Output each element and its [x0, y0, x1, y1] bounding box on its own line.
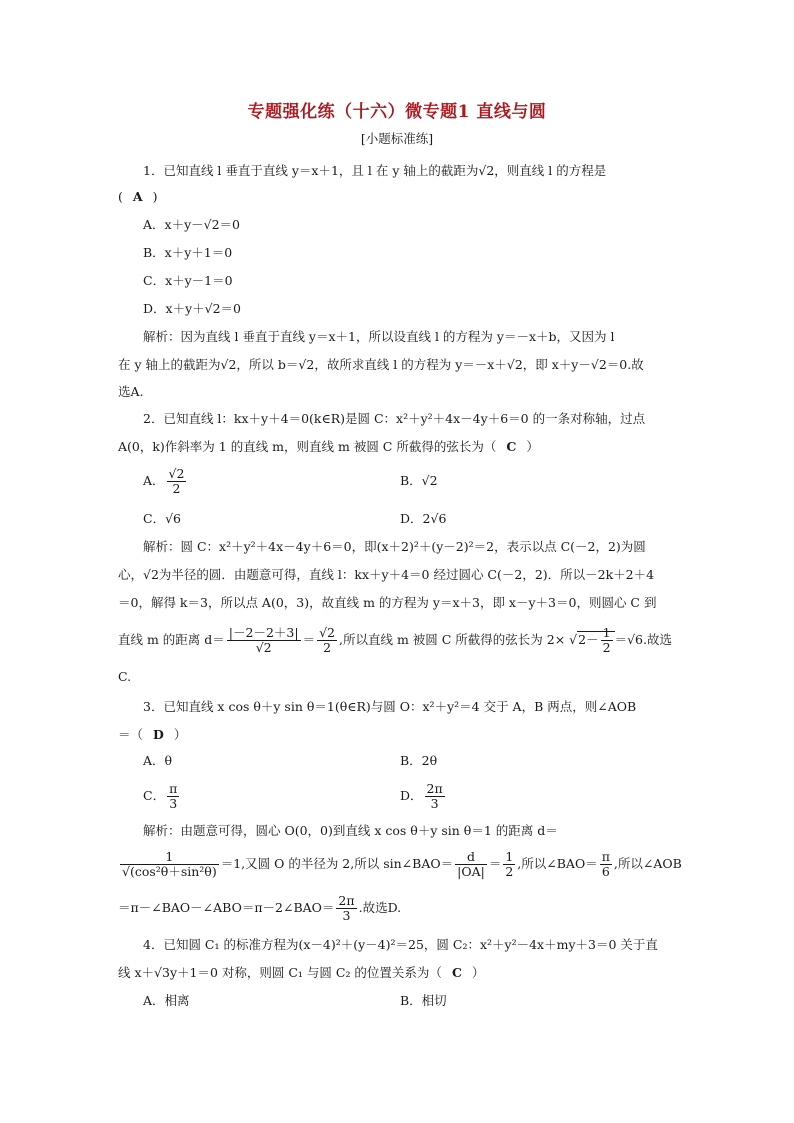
fraction-numerator: 2π — [338, 893, 355, 908]
q2-answer: C — [506, 439, 517, 454]
q2-sol4-text-d: ＝√6.故选 — [614, 632, 672, 647]
q3-sol2-fraction-angle — [600, 850, 612, 879]
q3-sol2-fraction-half — [503, 850, 515, 879]
q1-option-d: D．x＋y＋√2＝0 — [143, 301, 242, 316]
q3-option-d — [400, 780, 447, 812]
q2-sol4-fraction-distance — [227, 626, 301, 655]
fraction-numerator: |－2－2＋3| — [228, 625, 299, 640]
q2-option-d: D．2√6 — [400, 511, 447, 526]
q1-solution-line-2: 在 y 轴上的截距为√2，所以 b＝√2，故所求直线 l 的方程为 y＝－x＋√2，即 x＋y－√2＝0.故 — [118, 357, 644, 372]
q3-sol3-text-b: .故选D. — [358, 900, 402, 915]
q4-option-a-text: A．相离 — [143, 993, 190, 1008]
q2-stem-text: A(0，k)作斜率为 1 的直线 m，则直线 m 被圆 C 所截得的弦长为（ — [118, 439, 497, 454]
q2-option-a-fraction — [167, 467, 187, 496]
fraction-numerator: √2 — [168, 466, 185, 481]
q1-answer-line: ( A ) — [118, 189, 158, 204]
radical-text: 2－ — [578, 632, 599, 647]
q4-stem-line-1: 4．已知圆 C₁ 的标准方程为(x－4)²＋(y－4)²＝25，圆 C₂：x²＋y²－4x＋my＋3＝0 关于直 — [143, 937, 658, 952]
q3-stem-line-2: ＝（ D ） — [118, 727, 187, 742]
q4-option-a — [143, 990, 684, 1012]
fraction-numerator: 2π — [426, 781, 443, 796]
q2-sol4-radical — [577, 625, 614, 655]
document-subtitle: [小题标准练] — [360, 131, 434, 146]
q3-solution-line-2 — [118, 846, 684, 882]
q1-option-c: C．x＋y－1＝0 — [143, 273, 233, 288]
fraction-numerator: π — [601, 849, 610, 864]
q3-solution-line-3 — [118, 892, 684, 924]
fraction-numerator: 1 — [165, 849, 174, 864]
fraction-denominator: 2 — [602, 640, 611, 655]
q3-sol2-text-a: ＝1,又圆 O 的半径为 2,所以 sin∠BAO＝ — [220, 856, 454, 871]
q2-option-c-text: C．√6 — [143, 511, 181, 526]
q4-stem-text: 线 x＋√3y＋1＝0 对称，则圆 C₁ 与圆 C₂ 的位置关系为（ — [118, 965, 442, 980]
q3-option-d-label: D． — [400, 788, 423, 803]
q2-solution-line-4: 直线 m 的距离 d＝ $\frac{|-2-2+3|}{√2}$ ＝ $\frac{√2}{2}$ ,所以直线 m 被圆 C 所截得的弦长为 2× √2－ $\frac{1}{2}$ ＝√6.故选 — [118, 625, 672, 655]
q3-stem-text: ＝（ — [118, 727, 144, 742]
fraction-numerator: π — [169, 781, 178, 796]
q3-stem-line-1: 3．已知直线 x cos θ＋y sin θ＝1(θ∈R)与圆 O：x²＋y²＝4 交于 A，B 两点，则∠AOB — [143, 699, 637, 714]
q3-sol3-fraction — [336, 894, 356, 923]
q3-sol2-text-c: ,所以∠BAO＝ — [517, 856, 598, 871]
fraction-denominator: 3 — [167, 796, 179, 811]
q2-solution-line-2: 心，√2为半径的圆．由题意可得，直线 l：kx＋y＋4＝0 经过圆心 C(－2，2)．所以－2k＋2＋4 — [118, 567, 655, 582]
q3-sol2-text-d: ,所以∠AOB — [613, 856, 682, 871]
q2-option-a — [143, 466, 684, 496]
q2-sol4-text-b: ＝ — [302, 632, 316, 647]
q2-option-c — [143, 508, 684, 530]
q1-option-b: B．x＋y＋1＝0 — [143, 245, 233, 260]
q3-solution-line-1: 解析：由题意可得，圆心 O(0，0)到直线 x cos θ＋y sin θ＝1 的距离 d＝ — [143, 823, 558, 838]
fraction-numerator: d — [466, 849, 475, 864]
fraction-denominator: 2 — [167, 481, 187, 496]
q1-option-a: A．x＋y－√2＝0 — [143, 217, 241, 232]
q3-sol2-fraction-distance — [120, 850, 219, 879]
fraction-denominator: 3 — [336, 908, 356, 923]
q2-sol4-text-c: ,所以直线 m 被圆 C 所截得的弦长为 2× — [339, 632, 566, 647]
q2-solution-line-5: C. — [118, 669, 132, 684]
fraction-denominator: 2 — [505, 864, 514, 879]
q3-answer: D — [153, 727, 164, 742]
q1-stem: 1．已知直线 l 垂直于直线 y＝x＋1，且 l 在 y 轴上的截距为√2，则直线 l 的方程是 — [143, 163, 607, 178]
q3-option-d-fraction — [425, 782, 445, 811]
q3-sol2-text-b: ＝ — [488, 856, 502, 871]
q3-sol3-text-a: ＝π－∠BAO－∠ABO＝π－2∠BAO＝ — [118, 900, 335, 915]
fraction-denominator: √(cos²θ＋sin²θ) — [122, 864, 217, 879]
fraction-denominator: 2 — [317, 640, 337, 655]
q2-sol4-text-a: 直线 m 的距离 d＝ — [118, 632, 225, 647]
fraction-numerator: √2 — [319, 625, 336, 640]
q1-solution-line-3: 选A. — [118, 384, 144, 399]
q4-answer: C — [451, 965, 462, 980]
radical-fraction — [601, 626, 613, 655]
q3-option-c-fraction — [167, 782, 179, 811]
q4-stem-line-2: 线 x＋√3y＋1＝0 对称，则圆 C₁ 与圆 C₂ 的位置关系为（ C ） — [118, 965, 485, 980]
q4-option-b: B．相切 — [400, 993, 447, 1008]
fraction-denominator: √2 — [227, 640, 301, 655]
document-title: 专题强化练（十六）微专题1 直线与圆 — [247, 102, 547, 122]
q2-stem-line-2: A(0，k)作斜率为 1 的直线 m，则直线 m 被圆 C 所截得的弦长为（ C ） — [118, 439, 539, 454]
q2-stem-line-1: 2．已知直线 l：kx＋y＋4＝0(k∈R)是圆 C：x²＋y²＋4x－4y＋6＝0 的一条对称轴，过点 — [143, 411, 646, 426]
q2-solution-line-1: 解析：圆 C：x²＋y²＋4x－4y＋6＝0，即(x＋2)²＋(y－2)²＝2，表示以点 C(－2，2)为圆 — [143, 539, 646, 554]
q2-option-a-label: A． — [143, 473, 165, 488]
q3-option-c-label: C． — [143, 788, 166, 803]
q2-solution-line-3: ＝0，解得 k＝3，所以点 A(0，3)，故直线 m 的方程为 y＝x＋3，即 x－y＋3＝0，则圆心 C 到 — [118, 595, 657, 610]
q3-sol2-fraction-sin — [455, 850, 487, 879]
q1-solution-line-1: 解析：因为直线 l 垂直于直线 y＝x＋1，所以设直线 l 的方程为 y＝－x＋b，又因为 l — [143, 329, 615, 344]
fraction-numerator: 1 — [505, 849, 514, 864]
q3-option-a — [143, 750, 684, 772]
q1-answer: A — [132, 189, 143, 204]
q3-option-c — [143, 780, 684, 812]
q3-option-a-text: A．θ — [143, 753, 173, 768]
fraction-numerator: 1 — [602, 625, 611, 640]
q2-option-b: B．√2 — [400, 473, 438, 488]
fraction-denominator: 3 — [425, 796, 445, 811]
q2-sol4-fraction-result — [317, 626, 337, 655]
fraction-denominator: |OA| — [457, 864, 485, 879]
q3-option-b: B．2θ — [400, 753, 438, 768]
fraction-denominator: 6 — [600, 864, 612, 879]
